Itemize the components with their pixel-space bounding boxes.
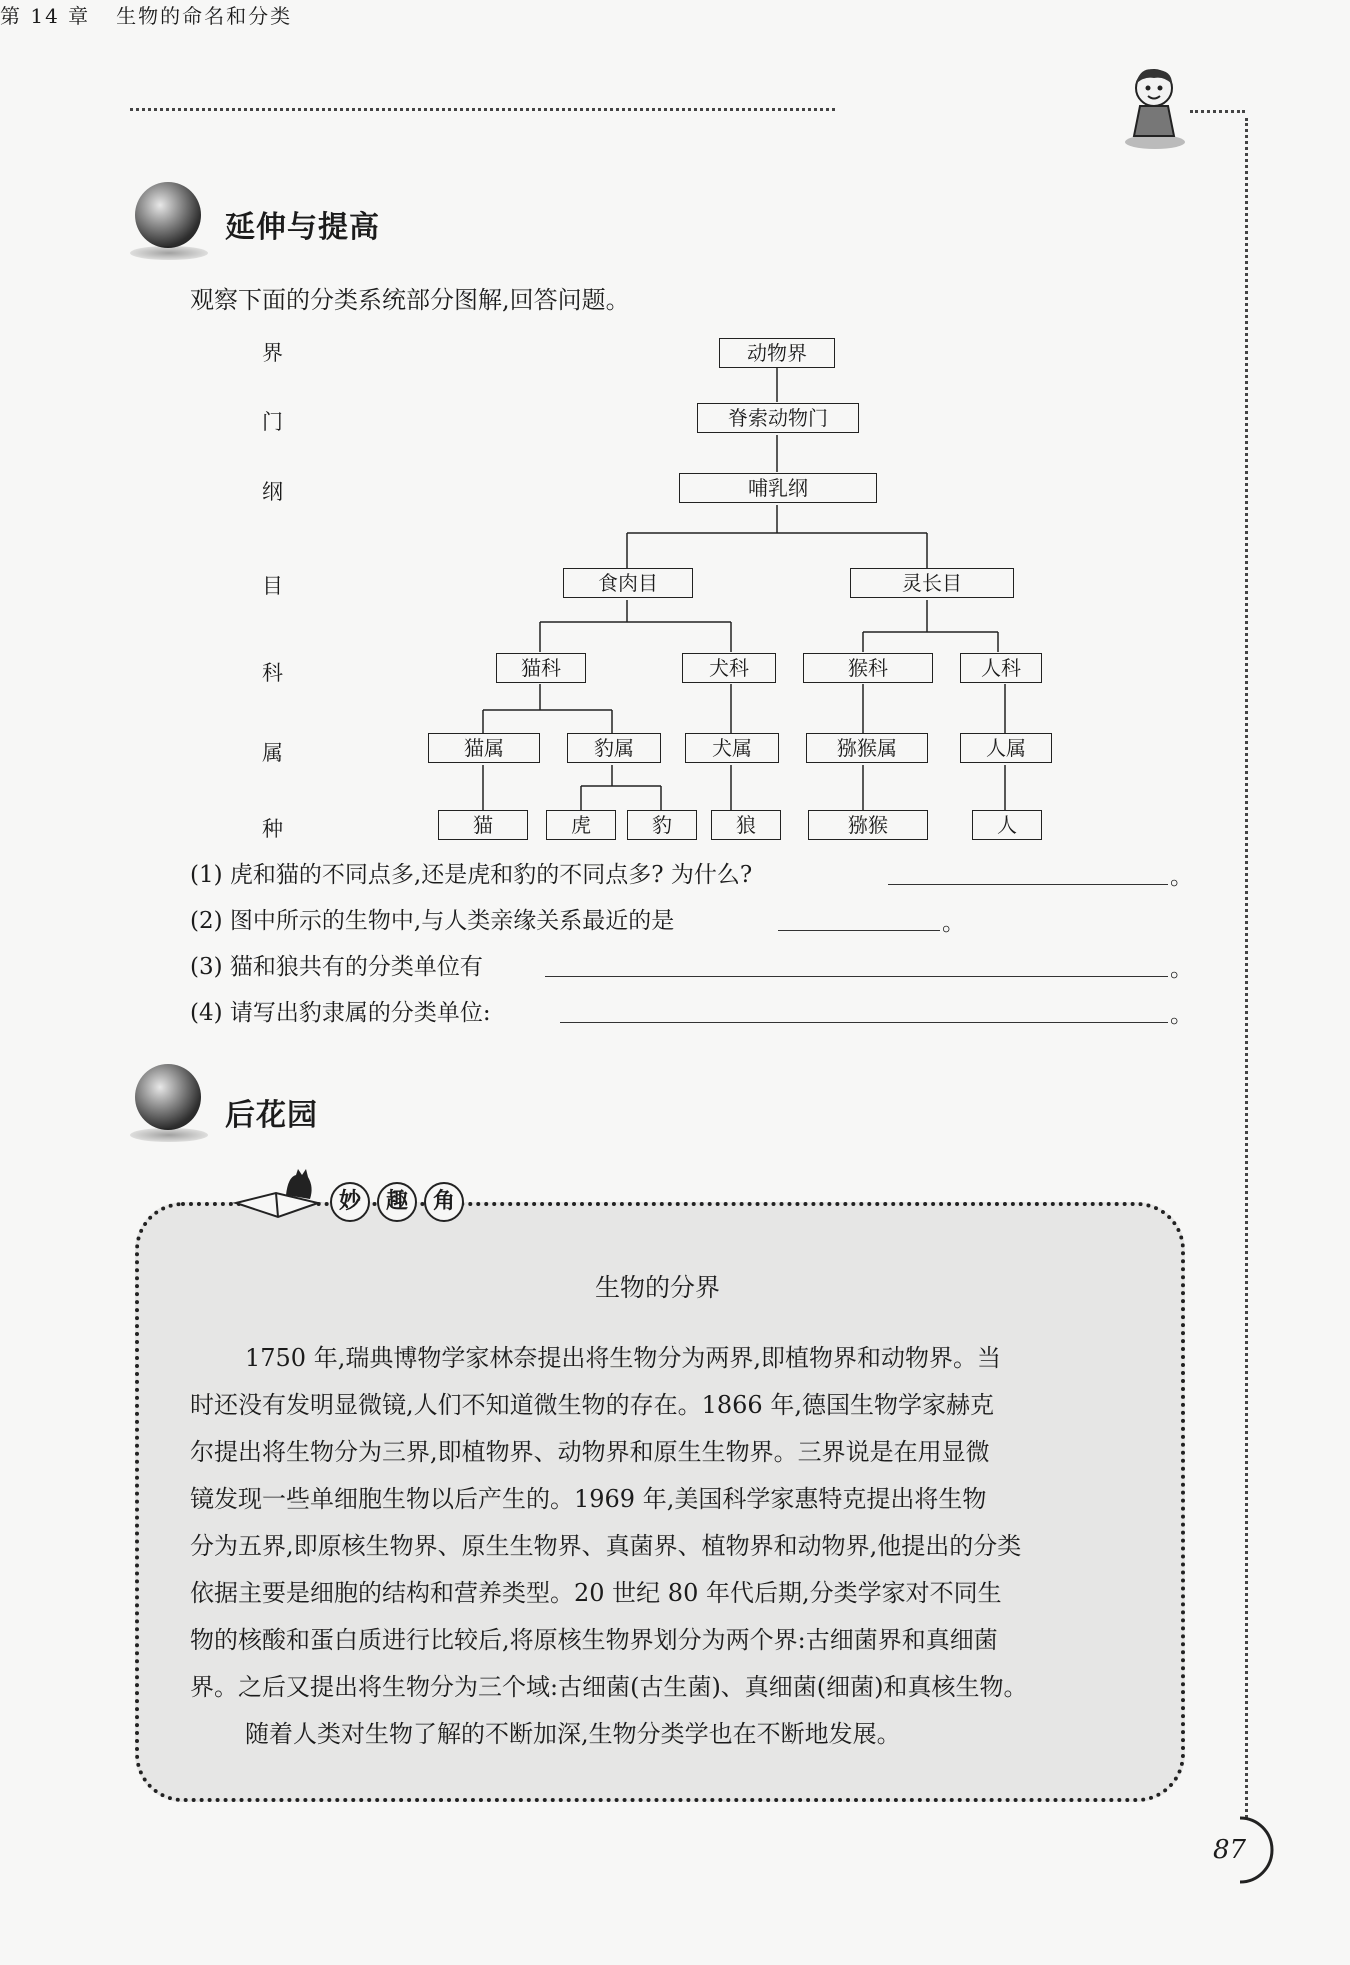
rank-label: 纲: [262, 480, 283, 504]
node-phylum: 脊索动物门: [697, 403, 859, 433]
story-title: 生物的分界: [594, 1273, 720, 1302]
node-species: 狼: [711, 810, 781, 840]
globe-shadow: [130, 1128, 208, 1142]
chapter-title: 生物的命名和分类: [116, 4, 293, 28]
story-line: 尔提出将生物分为三界,即植物界、动物界和原生生物界。三界说是在用显微: [190, 1438, 990, 1466]
node-species: 人: [972, 810, 1042, 840]
node-genus: 猫属: [428, 733, 540, 763]
story-line: 随着人类对生物了解的不断加深,生物分类学也在不断地发展。: [245, 1720, 901, 1748]
book-cat-icon: [232, 1165, 324, 1221]
node-family: 猫科: [496, 653, 586, 683]
story-line: 物的核酸和蛋白质进行比较后,将原核生物界划分为两个界:古细菌界和真细菌: [190, 1626, 998, 1654]
node-order: 食肉目: [563, 568, 693, 598]
badge-char: 妙: [330, 1182, 370, 1222]
node-genus: 人属: [960, 733, 1052, 763]
badge-char: 趣: [377, 1182, 417, 1222]
question-end-mark: 。: [1170, 1002, 1193, 1028]
answer-blank-1[interactable]: [888, 884, 1168, 885]
node-species: 豹: [627, 810, 697, 840]
question-3: (3) 猫和狼共有的分类单位有: [190, 954, 483, 980]
node-family: 猴科: [803, 653, 933, 683]
chapter-number: 第 14 章: [0, 4, 91, 28]
node-genus: 豹属: [567, 733, 661, 763]
node-genus: 猕猴属: [806, 733, 928, 763]
rank-label: 目: [262, 574, 283, 598]
section-title: 延伸与提高: [225, 210, 380, 245]
story-line: 分为五界,即原核生物界、原生生物界、真菌界、植物界和动物界,他提出的分类: [190, 1532, 1022, 1560]
badge-char: 角: [424, 1182, 464, 1222]
rank-label: 属: [262, 741, 283, 765]
question-1: (1) 虎和猫的不同点多,还是虎和豹的不同点多? 为什么?: [190, 862, 753, 888]
story-line: 时还没有发明显微镜,人们不知道微生物的存在。1866 年,德国生物学家赫克: [190, 1391, 994, 1419]
question-4: (4) 请写出豹隶属的分类单位:: [190, 1000, 491, 1026]
tree-connectors: [0, 0, 1350, 900]
node-class: 哺乳纲: [679, 473, 877, 503]
question-end-mark: 。: [942, 910, 965, 936]
rank-label: 种: [262, 817, 283, 841]
answer-blank-4[interactable]: [560, 1022, 1168, 1023]
question-end-mark: 。: [1170, 956, 1193, 982]
rank-label: 科: [262, 661, 283, 685]
node-genus: 犬属: [685, 733, 779, 763]
rank-label: 门: [262, 410, 283, 434]
question-end-mark: 。: [1170, 864, 1193, 890]
node-species: 虎: [546, 810, 616, 840]
story-line: 1750 年,瑞典博物学家林奈提出将生物分为两界,即植物界和动物界。当: [245, 1344, 1001, 1372]
story-line: 界。之后又提出将生物分为三个域:古细菌(古生菌)、真细菌(细菌)和真核生物。: [190, 1673, 1028, 1701]
rank-label: 界: [262, 341, 283, 365]
globe-icon: [135, 1064, 201, 1130]
section-title: 后花园: [225, 1098, 318, 1133]
answer-blank-2[interactable]: [778, 930, 940, 931]
node-family: 人科: [960, 653, 1042, 683]
page-number: 87: [1213, 1835, 1247, 1865]
story-line: 依据主要是细胞的结构和营养类型。20 世纪 80 年代后期,分类学家对不同生: [190, 1579, 1002, 1607]
node-order: 灵长目: [850, 568, 1014, 598]
story-line: 镜发现一些单细胞生物以后产生的。1969 年,美国科学家惠特克提出将生物: [190, 1485, 987, 1513]
question-2: (2) 图中所示的生物中,与人类亲缘关系最近的是: [190, 908, 675, 934]
node-family: 犬科: [682, 653, 776, 683]
node-species: 猫: [438, 810, 528, 840]
section-intro: 观察下面的分类系统部分图解,回答问题。: [190, 286, 630, 314]
node-species: 猕猴: [808, 810, 928, 840]
node-kingdom: 动物界: [719, 338, 835, 368]
answer-blank-3[interactable]: [545, 976, 1168, 977]
